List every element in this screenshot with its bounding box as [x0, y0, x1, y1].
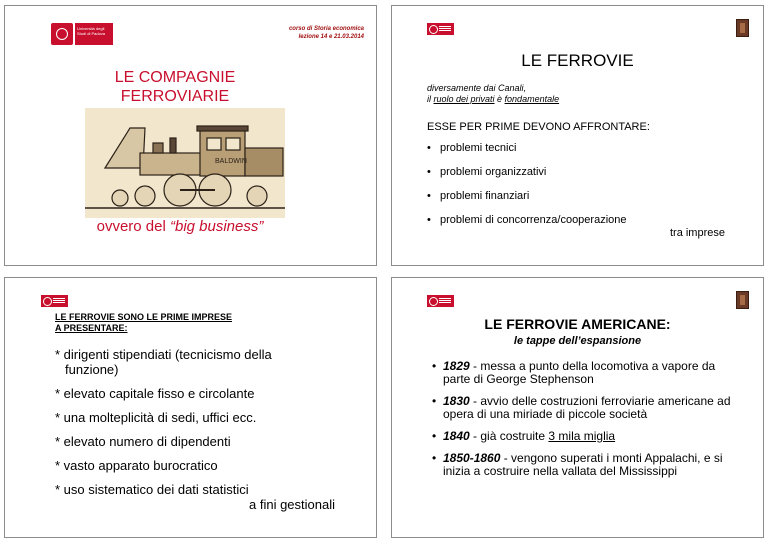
slide-4	[391, 277, 764, 538]
timeline-list	[432, 360, 732, 487]
portrait-thumbnail-icon	[736, 19, 749, 37]
list-item: • problemi di concorrenza/cooperazione tra imprese	[427, 214, 725, 239]
portrait-thumbnail-icon	[736, 291, 749, 309]
university-logo-icon	[427, 295, 454, 307]
list-item: * vasto apparato burocratico	[55, 458, 218, 473]
problems-list	[427, 142, 725, 238]
university-logo-icon	[51, 23, 73, 45]
list-item: * uso sistematico dei dati statistici a fini gestionali	[55, 482, 335, 512]
course-line: corso di Storia economica	[288, 26, 364, 32]
slide-1-title: LE COMPAGNIE FERROVIARIE	[114, 69, 236, 105]
list-item: * elevato capitale fisso e circolante	[55, 386, 255, 401]
slide-1-subtitle: ovvero del “big business”	[96, 218, 264, 235]
slide-2	[391, 5, 764, 266]
timeline-item: • 1850-1860 - vengono superati i monti Appalachi, e si inizia a costruire nella vallata del Mississippi	[432, 451, 723, 478]
timeline-item: • 1830 - avvio delle costruzioni ferroviarie americane ad opera di una miriade di piccole società	[432, 394, 731, 421]
locomotive-illustration	[85, 108, 285, 218]
lesson-line: lezione 14 e 21.03.2014	[298, 34, 364, 40]
university-logo-text: Università degli Studi di Padova	[75, 23, 113, 45]
university-logo-icon	[427, 23, 454, 35]
timeline-item: • 1829 - messa a punto della locomotiva a vapore da parte di George Stephenson	[432, 359, 716, 386]
list-item: * dirigenti stipendiati (tecnicismo della funzione)	[55, 347, 272, 377]
list-item: • problemi organizzativi	[427, 166, 547, 178]
slide-4-subtitle: le tappe dell’espansione	[513, 335, 642, 347]
features-list	[55, 347, 355, 521]
slide-3-heading: LE FERROVIE SONO LE PRIME IMPRESE A PRESENTARE:	[55, 312, 233, 333]
slide-4-title: LE FERROVIE AMERICANE:	[484, 316, 671, 332]
loco-name-plate: BALDWIN	[215, 158, 247, 165]
university-logo-icon	[41, 295, 68, 307]
slide-2-title: LE FERROVIE	[521, 51, 634, 70]
timeline-item: • 1840 - già costruite 3 mila miglia	[432, 429, 616, 443]
list-item: • problemi finanziari	[427, 190, 530, 202]
slide-2-note: diversamente dai Canali, il ruolo dei privati è fondamentale	[427, 83, 560, 104]
slide-2-intro: ESSE PER PRIME DEVONO AFFRONTARE:	[427, 121, 650, 133]
list-item: * elevato numero di dipendenti	[55, 434, 231, 449]
list-item: • problemi tecnici	[427, 142, 517, 154]
list-item: * una molteplicità di sedi, uffici ecc.	[55, 410, 257, 425]
course-info	[289, 25, 364, 41]
slide-1	[4, 5, 377, 266]
